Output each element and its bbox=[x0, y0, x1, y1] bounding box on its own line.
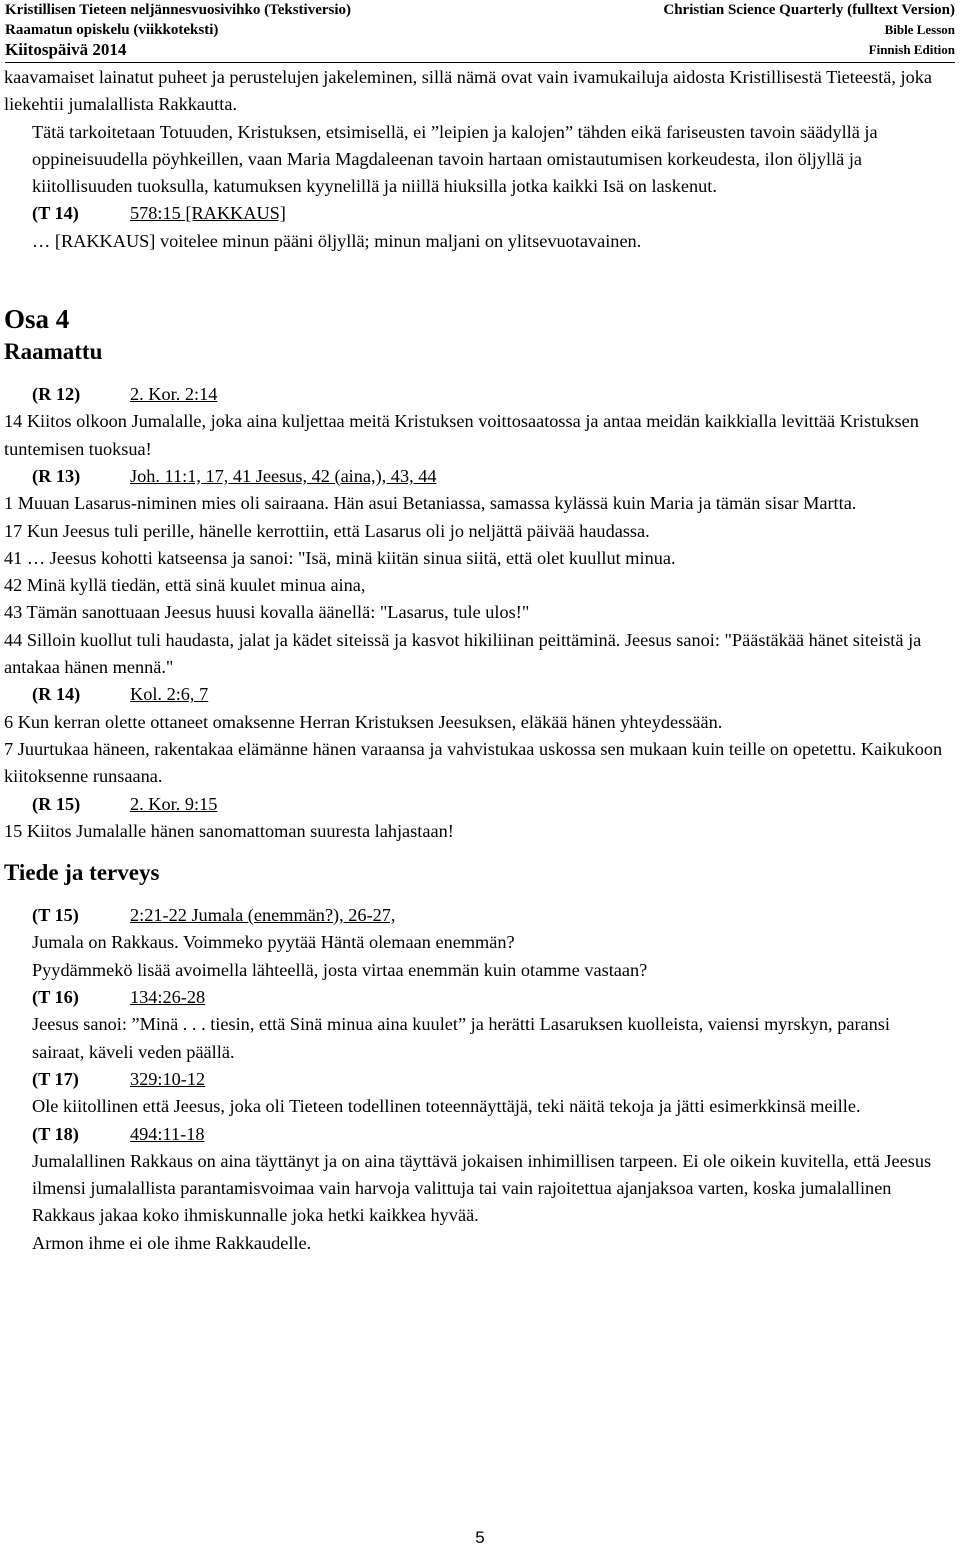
science-health-title: Tiede ja terveys bbox=[4, 860, 160, 886]
verse-1: 1 Muuan Lasarus-niminen mies oli sairaana. Hän asui Betaniassa, samassa kylässä kuin Maria ja tämän sisar Martta. bbox=[4, 493, 857, 514]
verse-41: 41 … Jeesus kohotti katseensa ja sanoi: "Isä, minä kiitän sinua siitä, että olet kuullut minua. bbox=[4, 547, 676, 568]
citation-reference: 134:26-28 bbox=[130, 987, 206, 1008]
citation-label: (T 15) bbox=[32, 905, 79, 926]
header-lesson-title: Kiitospäivä 2014 bbox=[5, 40, 127, 59]
citation-t18 bbox=[4, 1121, 944, 1148]
intro-quote: … [RAKKAUS] voitelee minun pääni öljyllä; minun maljani on ylitsevuotavainen. bbox=[32, 230, 642, 251]
citation-reference: 494:11-18 bbox=[130, 1123, 205, 1144]
t15-paragraph-2: Pyydämmekö lisää avoimella lähteellä, josta virtaa enemmän kuin otamme vastaan? bbox=[32, 959, 648, 980]
intro-paragraph-1: kaavamaiset lainatut puheet ja perustelujen jakeleminen, sillä nämä ovat vain ivamukailuja aidosta Kristillisestä Tieteestä, joka liekehtii jumalallista Rakkautta. bbox=[4, 67, 933, 115]
t18-paragraph-1: Jumalallinen Rakkaus on aina täyttänyt ja on aina täyttävä jokaisen inhimillisen tarpeen. Ei ole oikein kuvitella, että Jeesus ilmensi jumalallista parantamisvoimaa vain harvoja valittuja tai vain rajoitettua ajanjaksoa varten, koska jumalallinen Rakkaus jakaa koko ihmiskunnalle joka hetki kaikkea hyvää. bbox=[32, 1150, 932, 1226]
section-subtitle: Raamattu bbox=[4, 339, 103, 365]
citation-r13 bbox=[4, 463, 944, 490]
citation-reference: 578:15 [RAKKAUS] bbox=[130, 203, 286, 224]
citation-reference: Kol. 2:6, 7 bbox=[130, 684, 209, 705]
intro-paragraph-2: Tätä tarkoitetaan Totuuden, Kristuksen, etsimisellä, ei ”leipien ja kalojen” tähden eikä fariseusten tavoin säädyllä ja oppineisuudella pöyhkeillen, vaan Maria Magdaleenan tavoin hartaan omistautumisen korkeudesta, ilon öljyllä ja kiitollisuuden tuoksulla, katumuksen kyynelillä ja niillä hiuksilla jotka kaikki Isä on laskenut. bbox=[32, 121, 878, 197]
verse-44: 44 Silloin kuollut tuli haudasta, jalat ja kädet siteissä ja kasvot hikiliinan peittäminä. Jeesus sanoi: "Päästäkää hänet siteistä ja antakaa hänen mennä." bbox=[4, 629, 922, 678]
citation-r12 bbox=[4, 381, 944, 408]
citation-r14 bbox=[4, 681, 944, 708]
citation-r15 bbox=[4, 791, 944, 818]
header-english-title: Christian Science Quarterly (fulltext Version) bbox=[663, 2, 955, 18]
verse-14: 14 Kiitos olkoon Jumalalle, joka aina kuljettaa meitä Kristuksen voittosaatossa ja antaa meidän kaikkialla levittää Kristuksen tuntemisen tuoksua! bbox=[4, 411, 919, 459]
header-subtitle: Raamatun opiskelu (viikkoteksti) bbox=[5, 22, 219, 38]
page-header bbox=[5, 0, 955, 60]
citation-label: (T 18) bbox=[32, 1123, 79, 1144]
citation-label: (R 15) bbox=[32, 793, 81, 814]
citation-t17 bbox=[4, 1066, 944, 1093]
page-number: 5 bbox=[475, 1528, 485, 1547]
citation-reference: 2. Kor. 2:14 bbox=[130, 384, 218, 405]
citation-reference: 2:21-22 Jumala (enemmän?), 26-27, bbox=[130, 905, 396, 926]
verse-6: 6 Kun kerran olette ottaneet omaksenne Herran Kristuksen Jeesuksen, eläkää hänen yhteydessään. bbox=[4, 711, 723, 732]
verse-42: 42 Minä kyllä tiedän, että sinä kuulet minua aina, bbox=[4, 575, 366, 596]
citation-label: (R 12) bbox=[32, 384, 81, 405]
citation-reference: 329:10-12 bbox=[130, 1068, 206, 1089]
citation-reference: 2. Kor. 9:15 bbox=[130, 793, 218, 814]
citation-label: (R 14) bbox=[32, 684, 81, 705]
verse-15: 15 Kiitos Jumalalle hänen sanomattoman suuresta lahjastaan! bbox=[4, 820, 454, 841]
verse-17: 17 Kun Jeesus tuli perille, hänelle kerrottiin, että Lasarus oli jo neljättä päivää haudassa. bbox=[4, 520, 650, 541]
header-divider bbox=[5, 62, 955, 63]
verse-43: 43 Tämän sanottuaan Jeesus huusi kovalla äänellä: "Lasarus, tule ulos!" bbox=[4, 602, 530, 623]
citation-t15 bbox=[4, 902, 944, 929]
header-bible-lesson: Bible Lesson bbox=[884, 22, 955, 37]
t15-paragraph-1: Jumala on Rakkaus. Voimmeko pyytää Häntä olemaan enemmän? bbox=[32, 932, 515, 953]
citation-t16 bbox=[4, 984, 944, 1011]
citation-t14 bbox=[4, 200, 944, 227]
lesson-content bbox=[4, 64, 944, 1257]
header-edition: Finnish Edition bbox=[868, 42, 955, 57]
t17-paragraph: Ole kiitollinen että Jeesus, joka oli Tieteen todellinen toteennäyttäjä, teki näitä tekoja ja jätti esimerkkinsä meille. bbox=[32, 1096, 861, 1117]
citation-label: (R 13) bbox=[32, 465, 81, 486]
citation-label: (T 14) bbox=[32, 203, 79, 224]
citation-reference: Joh. 11:1, 17, 41 Jeesus, 42 (aina,), 43, 44 bbox=[130, 465, 437, 486]
citation-label: (T 17) bbox=[32, 1068, 79, 1089]
section-title: Osa 4 bbox=[4, 304, 70, 335]
t16-paragraph: Jeesus sanoi: ”Minä . . . tiesin, että Sinä minua aina kuulet” ja herätti Lasaruksen kuolleista, vaiensi myrskyn, paransi sairaat, käveli veden päällä. bbox=[32, 1014, 890, 1062]
header-series-title: Kristillisen Tieteen neljännesvuosivihko (Tekstiversio) bbox=[5, 2, 352, 18]
citation-label: (T 16) bbox=[32, 987, 79, 1008]
verse-7: 7 Juurtukaa häneen, rakentakaa elämänne hänen varaansa ja vahvistukaa uskossa sen mukaan kuin teille on opetettu. Kaikukoon kiitoksenne runsaana. bbox=[4, 738, 943, 787]
t18-paragraph-2: Armon ihme ei ole ihme Rakkaudelle. bbox=[32, 1232, 312, 1253]
